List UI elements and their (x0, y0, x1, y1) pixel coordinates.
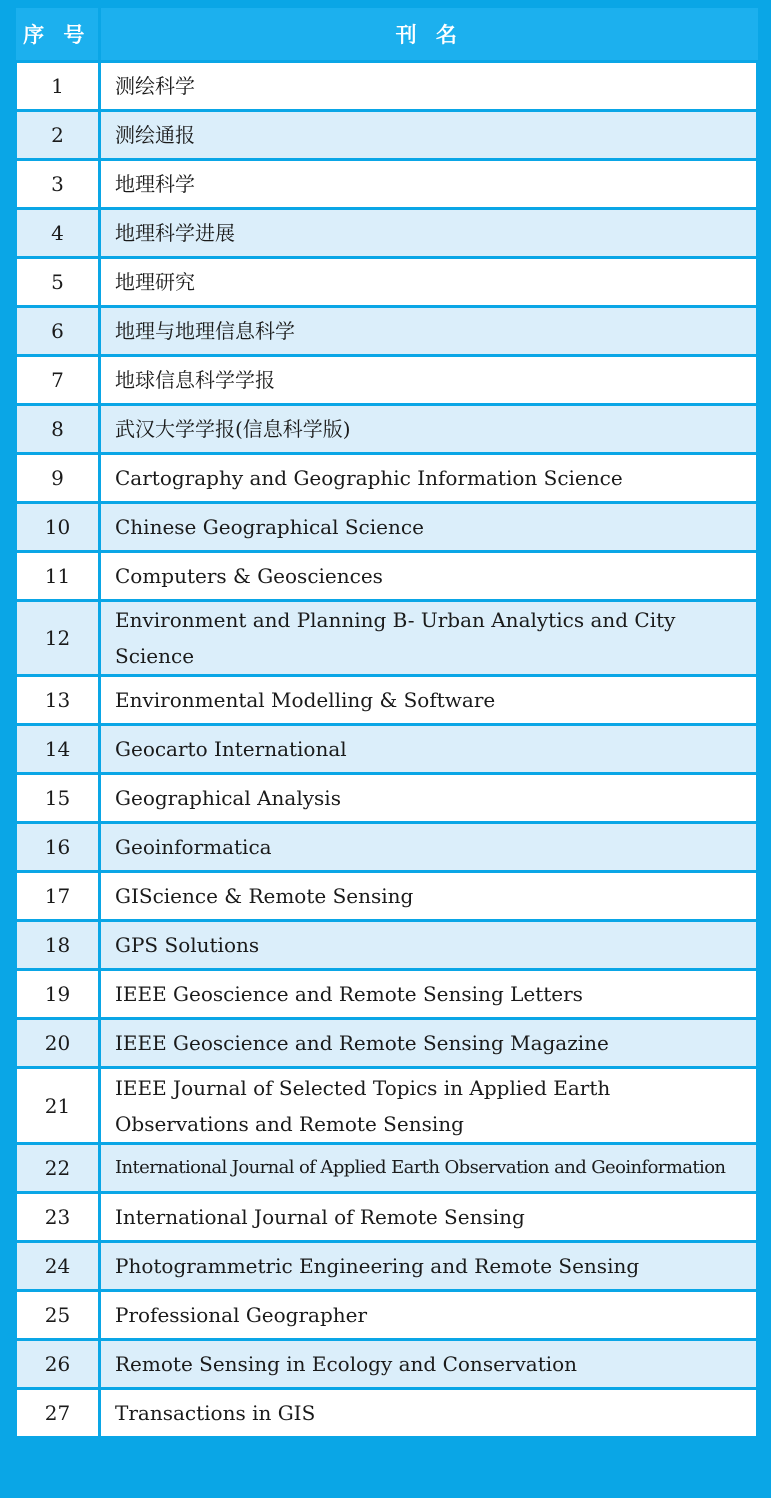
journal-name: 武汉大学学报(信息科学版) (100, 405, 758, 454)
row-number: 21 (16, 1068, 100, 1144)
column-header-journal-name: 刊 名 (100, 8, 758, 62)
journal-name: Environmental Modelling & Software (100, 676, 758, 725)
row-number: 25 (16, 1291, 100, 1340)
row-number: 15 (16, 774, 100, 823)
table-row (16, 356, 758, 405)
journal-name: Remote Sensing in Ecology and Conservation (100, 1340, 758, 1389)
row-number: 23 (16, 1193, 100, 1242)
journal-name: IEEE Journal of Selected Topics in Applied Earth Observations and Remote Sensing (100, 1068, 758, 1144)
row-number: 20 (16, 1019, 100, 1068)
journal-name: Geographical Analysis (100, 774, 758, 823)
row-number: 8 (16, 405, 100, 454)
table-row (16, 725, 758, 774)
row-number: 26 (16, 1340, 100, 1389)
table-header-row (16, 8, 758, 62)
row-number: 13 (16, 676, 100, 725)
table-row (16, 405, 758, 454)
table-row (16, 503, 758, 552)
journal-name: 测绘科学 (100, 62, 758, 111)
journal-name: Computers & Geosciences (100, 552, 758, 601)
row-number: 14 (16, 725, 100, 774)
table-row (16, 552, 758, 601)
row-number: 4 (16, 209, 100, 258)
table-row (16, 307, 758, 356)
row-number: 5 (16, 258, 100, 307)
journal-name: Professional Geographer (100, 1291, 758, 1340)
table-row (16, 1068, 758, 1144)
table-row (16, 1242, 758, 1291)
table-row (16, 601, 758, 676)
row-number: 1 (16, 62, 100, 111)
journal-name: 地理研究 (100, 258, 758, 307)
row-number: 7 (16, 356, 100, 405)
row-number: 10 (16, 503, 100, 552)
table-body (16, 62, 758, 1438)
journal-name: Geocarto International (100, 725, 758, 774)
table-row (16, 111, 758, 160)
journal-name: Cartography and Geographic Information Science (100, 454, 758, 503)
table-row (16, 1340, 758, 1389)
journal-name: 地理与地理信息科学 (100, 307, 758, 356)
row-number: 11 (16, 552, 100, 601)
journal-name: 地理科学 (100, 160, 758, 209)
table-row (16, 209, 758, 258)
journal-name: 地理科学进展 (100, 209, 758, 258)
row-number: 19 (16, 970, 100, 1019)
journal-name: GPS Solutions (100, 921, 758, 970)
journal-name: IEEE Geoscience and Remote Sensing Magazine (100, 1019, 758, 1068)
row-number: 17 (16, 872, 100, 921)
journal-name: 测绘通报 (100, 111, 758, 160)
row-number: 24 (16, 1242, 100, 1291)
journal-table (14, 8, 759, 1439)
journal-name: IEEE Geoscience and Remote Sensing Letters (100, 970, 758, 1019)
table-row (16, 258, 758, 307)
row-number: 6 (16, 307, 100, 356)
row-number: 16 (16, 823, 100, 872)
table-row (16, 1019, 758, 1068)
table-row (16, 454, 758, 503)
journal-table-container (14, 8, 756, 1439)
table-row (16, 1193, 758, 1242)
table-row (16, 1389, 758, 1438)
row-number: 9 (16, 454, 100, 503)
table-row (16, 872, 758, 921)
journal-name: Geoinformatica (100, 823, 758, 872)
table-row (16, 1144, 758, 1193)
row-number: 18 (16, 921, 100, 970)
row-number: 3 (16, 160, 100, 209)
row-number: 22 (16, 1144, 100, 1193)
table-row (16, 921, 758, 970)
table-row (16, 160, 758, 209)
journal-name: Transactions in GIS (100, 1389, 758, 1438)
journal-name: GIScience & Remote Sensing (100, 872, 758, 921)
table-row (16, 1291, 758, 1340)
row-number: 2 (16, 111, 100, 160)
table-row (16, 774, 758, 823)
table-row (16, 62, 758, 111)
table-row (16, 676, 758, 725)
journal-name: Chinese Geographical Science (100, 503, 758, 552)
column-header-number: 序 号 (16, 8, 100, 62)
journal-name: Photogrammetric Engineering and Remote Sensing (100, 1242, 758, 1291)
journal-name: International Journal of Applied Earth Observation and Geoinformation (100, 1144, 758, 1193)
journal-name: 地球信息科学学报 (100, 356, 758, 405)
journal-name: Environment and Planning B- Urban Analytics and City Science (100, 601, 758, 676)
row-number: 12 (16, 601, 100, 676)
journal-name: International Journal of Remote Sensing (100, 1193, 758, 1242)
row-number: 27 (16, 1389, 100, 1438)
table-row (16, 970, 758, 1019)
table-row (16, 823, 758, 872)
